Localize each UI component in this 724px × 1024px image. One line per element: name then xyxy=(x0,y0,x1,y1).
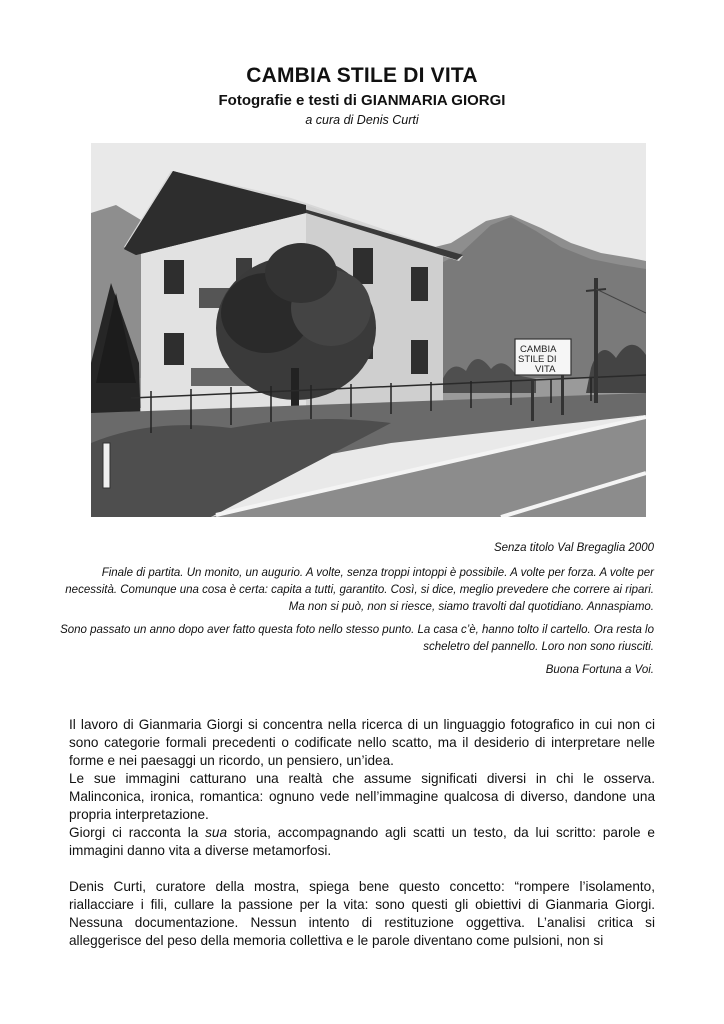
photo-caption xyxy=(60,540,654,679)
caption-paragraph-2: Sono passato un anno dopo aver fatto questa foto nello stesso punto. La casa c’è, hanno tolto il cartello. Ora resta lo scheletro del pannello. Loro non sono riusciti. xyxy=(60,624,654,653)
body-p3-start: Giorgi ci racconta la xyxy=(69,825,206,840)
page-title: CAMBIA STILE DI VITA xyxy=(246,64,478,87)
caption-paragraph-1: Finale di partita. Un monito, un augurio. A volte, senza troppi intoppi è possibile. A volte per forza. A volte per necessità. Comunque una cosa è certa: capita a tutti, garantito. Così, si dice, meglio prevedere che correre ai ripari. Ma non si può, non si riesce, siamo travolti dal quotidiano. Annaspiamo. xyxy=(65,567,654,613)
body-paragraph-3 xyxy=(69,824,655,860)
body-paragraph-2: Le sue immagini catturano una realtà che assume significati diversi in chi le osserva. Malinconica, ironica, romantica: ognuno vede nell’immagine qualcosa di diverso, dandone una propria interpretazione. xyxy=(69,771,655,822)
body-paragraph-4: Denis Curti, curatore della mostra, spiega bene questo concetto: “rompere l’isolamento, riallacciare i fili, cullare la passione per la vita: sono questi gli obiettivi di Gianmaria Giorgi. Nessuna documentazione. Nessun intento di restituzione oggettiva. L’analisi critica si alleggerisce del peso della memoria collettiva e le parole diventano come pulsioni, non si xyxy=(69,879,655,948)
paragraph-gap xyxy=(69,860,655,878)
body-p3-emphasis: sua xyxy=(205,825,228,840)
body-p3-end: storia, accompagnando agli scatti un testo, da lui scritto: parole e immagini danno vita a diverse metamorfosi. xyxy=(69,825,655,858)
photograph-house-with-sign xyxy=(91,143,646,517)
body-paragraph-1: Il lavoro di Gianmaria Giorgi si concentra nella ricerca di un linguaggio fotografico in cui non ci sono categorie formali precedenti o codificate nello scatto, ma il desiderio di interpretare nelle forme e nei paesaggi un ricordo, un pensiero, un’idea. xyxy=(69,717,655,768)
caption-closing: Buona Fortuna a Voi. xyxy=(545,664,654,676)
header xyxy=(0,62,724,129)
sign-text-line-3: VITA xyxy=(535,364,556,375)
sign-text-line-2: STILE DI xyxy=(518,354,557,365)
subtitle: Fotografie e testi di GIANMARIA GIORGI xyxy=(218,92,506,109)
curator-credit: a cura di Denis Curti xyxy=(305,113,419,127)
article-body xyxy=(69,716,655,950)
caption-title: Senza titolo Val Bregaglia 2000 xyxy=(493,542,654,554)
sign-text-line-1: CAMBIA xyxy=(520,344,557,355)
